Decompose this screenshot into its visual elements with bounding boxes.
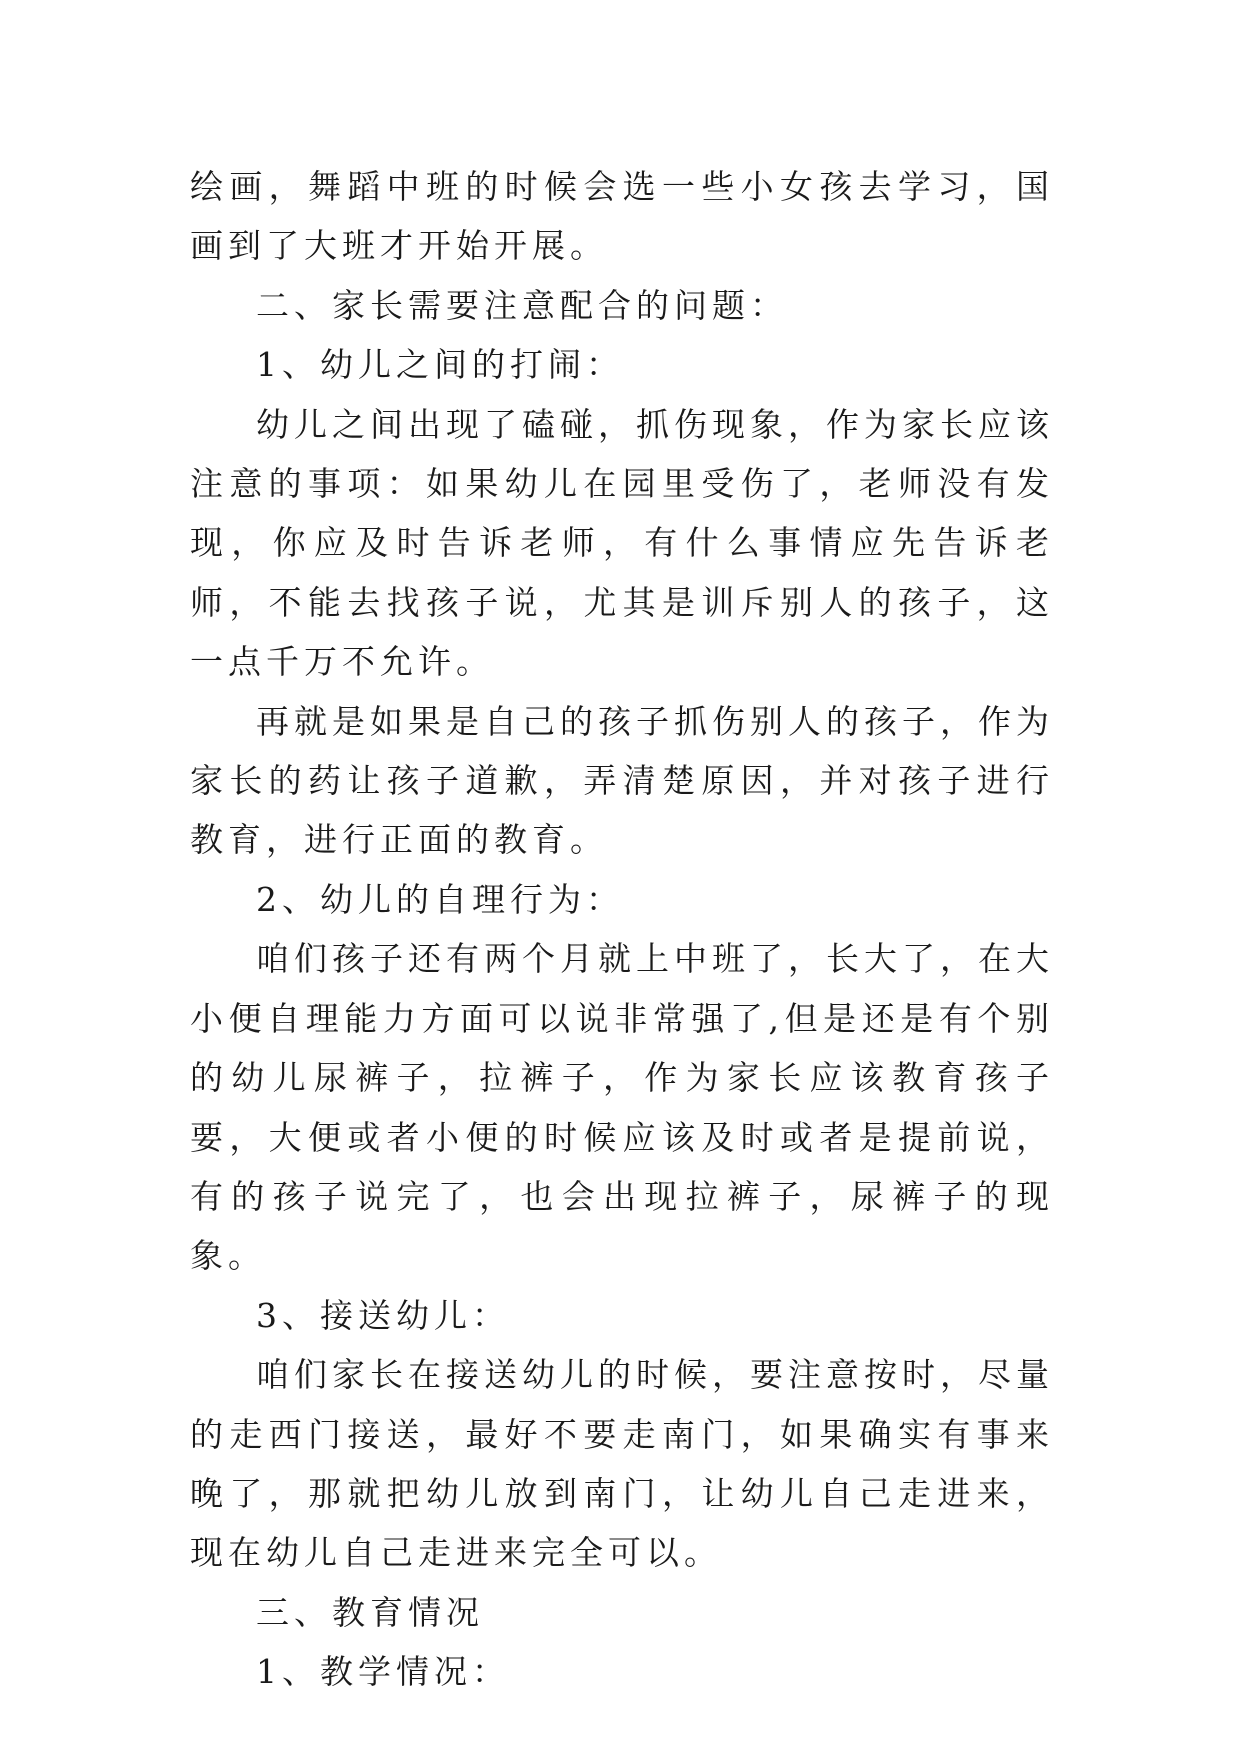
subheading-children-fighting: 1、幼儿之间的打闹：: [256, 345, 624, 385]
subheading-pickup: 3、接送幼儿：: [256, 1295, 510, 1335]
paragraph-self-care: 咱们孩子还有两个月就上中班了，长大了，在大小便自理能力方面可以说非常强了,但是还是有个别的幼儿尿裤子，拉裤子，作为家长应该教育孩子要，大便或者小便的时候应该及时或者是提前说，有的孩子说完了，也会出现拉裤子，尿裤子的现象。: [190, 939, 1054, 1276]
subheading-self-care: 2、幼儿的自理行为：: [256, 879, 624, 919]
paragraph-pickup: 咱们家长在接送幼儿的时候，要注意按时，尽量的走西门接送，最好不要走南门，如果确实有事来晚了，那就把幼儿放到南门，让幼儿自己走进来，现在幼儿自己走进来完全可以。: [190, 1355, 1054, 1573]
document-body: [190, 157, 1054, 1702]
paragraph-continuation: 绘画，舞蹈中班的时候会选一些小女孩去学习，国画到了大班才开始开展。: [190, 167, 1054, 266]
paragraph-apology: 再就是如果是自己的孩子抓伤别人的孩子，作为家长的药让孩子道歉，弄清楚原因，并对孩子进行教育，进行正面的教育。: [190, 701, 1054, 860]
subheading-teaching: 1、教学情况：: [256, 1652, 510, 1692]
heading-section-three: 三、教育情况: [256, 1592, 484, 1632]
paragraph-injury-handling: 幼儿之间出现了磕碰，抓伤现象，作为家长应该注意的事项：如果幼儿在园里受伤了，老师没有发现，你应及时告诉老师，有什么事情应先告诉老师，不能去找孩子说，尤其是训斥别人的孩子，这一点千万不允许。: [190, 404, 1054, 682]
heading-section-two: 二、家长需要注意配合的问题：: [256, 285, 788, 325]
